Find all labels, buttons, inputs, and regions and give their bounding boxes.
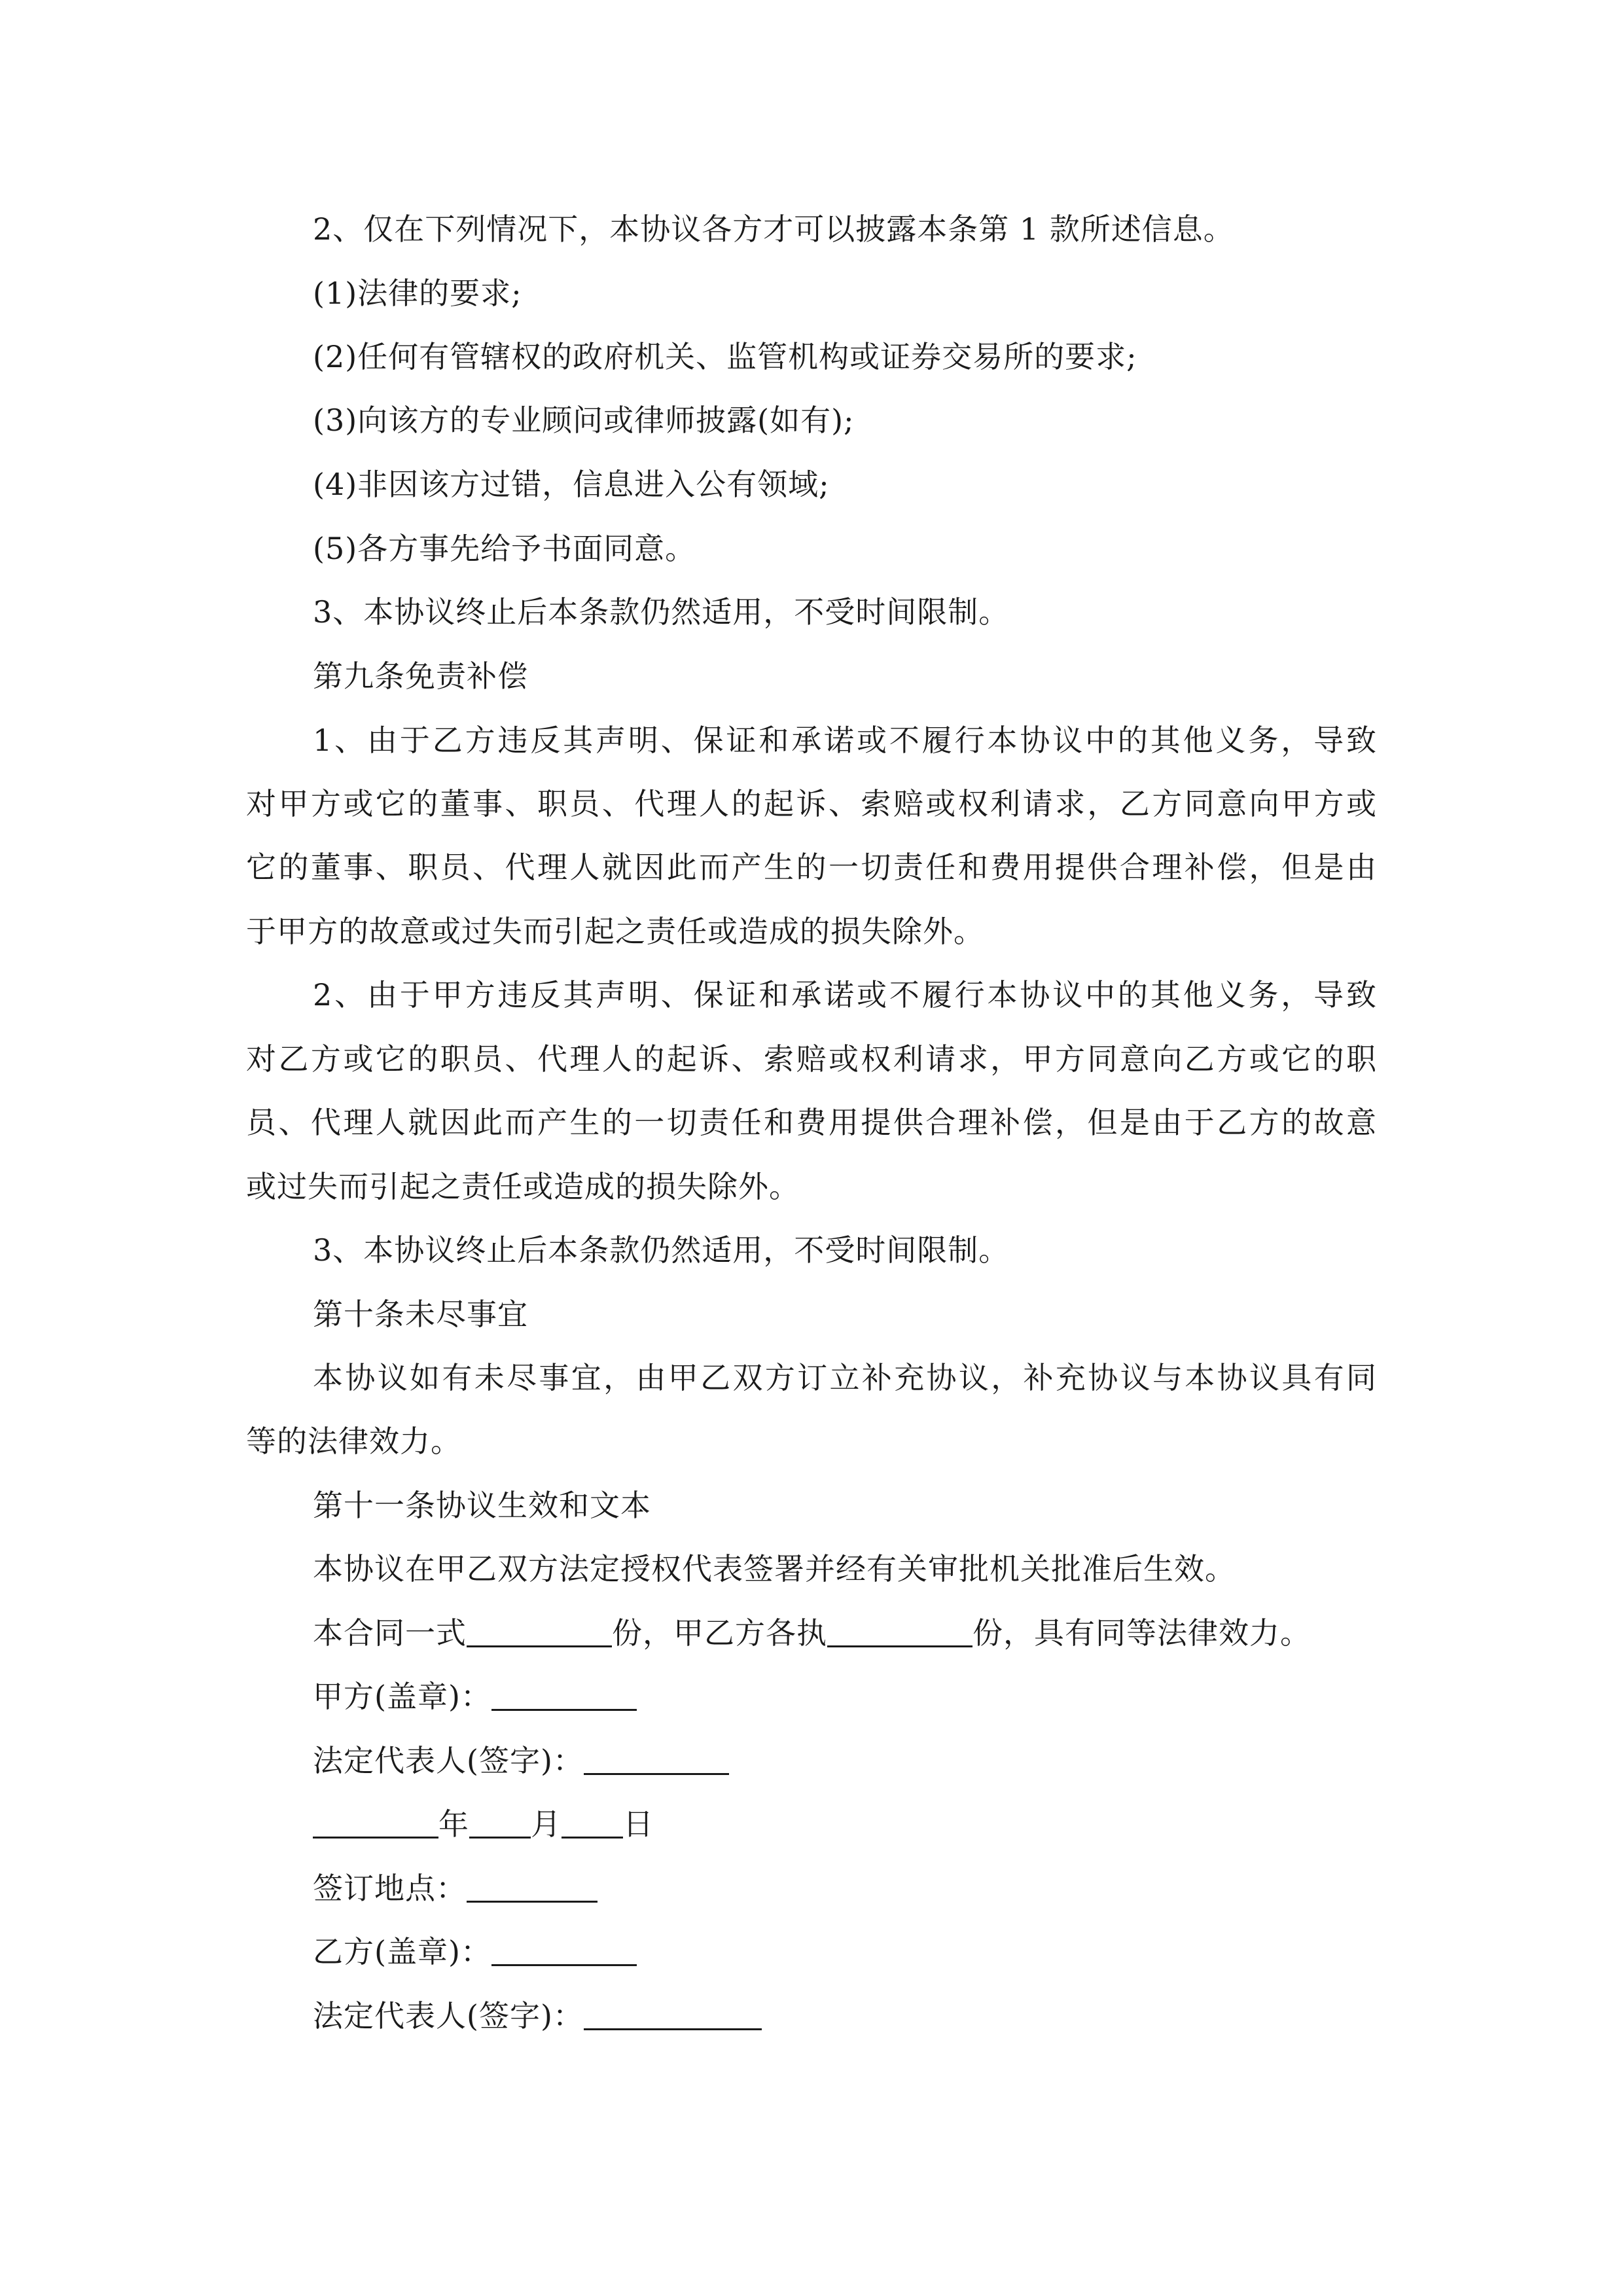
paragraph-line: 1、由于乙方违反其声明、保证和承诺或不履行本协议中的其他义务，导致 [313, 723, 1377, 758]
list-item: (1)法律的要求; [313, 276, 522, 311]
party-a-rep-blank[interactable] [584, 1747, 729, 1775]
party-b-rep-line [313, 1996, 762, 2036]
paragraph-line: 它的董事、职员、代理人就因此而产生的一切责任和费用提供合理补偿，但是由 [246, 850, 1377, 885]
section-heading: 第十条未尽事宜 [313, 1297, 528, 1332]
paragraph-line: 3、本协议终止后本条款仍然适用，不受时间限制。 [313, 1232, 1010, 1268]
copies-total-blank[interactable] [467, 1619, 612, 1647]
party-a-rep-line [313, 1741, 729, 1780]
sign-place-line [313, 1869, 597, 1908]
paragraph-line: 本协议在甲乙双方法定授权代表签署并经有关审批机关批准后生效。 [313, 1551, 1236, 1587]
copies-text-3: 份，具有同等法律效力。 [972, 1615, 1311, 1651]
party-b-seal-label: 乙方(盖章)： [313, 1934, 491, 1969]
year-blank[interactable] [313, 1810, 438, 1839]
section-heading: 第十一条协议生效和文本 [313, 1488, 651, 1523]
list-item: (5)各方事先给予书面同意。 [313, 531, 696, 566]
list-item: (4)非因该方过错，信息进入公有领域; [313, 467, 830, 502]
date-line [313, 1804, 654, 1844]
copies-line [313, 1613, 1311, 1653]
day-blank[interactable] [562, 1810, 623, 1839]
paragraph-line: 对乙方或它的职员、代理人的起诉、索赔或权利请求，甲方同意向乙方或它的职 [246, 1041, 1377, 1077]
list-item: (2)任何有管辖权的政府机关、监管机构或证券交易所的要求; [313, 339, 1137, 374]
party-a-seal-blank[interactable] [491, 1683, 637, 1711]
paragraph-line: 3、本协议终止后本条款仍然适用，不受时间限制。 [313, 594, 1010, 630]
paragraph-line: 对甲方或它的董事、职员、代理人的起诉、索赔或权利请求，乙方同意向甲方或 [246, 786, 1377, 821]
party-b-rep-label: 法定代表人(签字)： [313, 1998, 584, 2034]
section-heading: 第九条免责补偿 [313, 658, 528, 694]
list-item: (3)向该方的专业顾问或律师披露(如有); [313, 403, 855, 438]
paragraph-line: 2、仅在下列情况下，本协议各方才可以披露本条第 1 款所述信息。 [313, 211, 1234, 247]
party-b-seal-blank[interactable] [491, 1938, 637, 1966]
party-a-seal-line [313, 1677, 637, 1716]
paragraph-line: 于甲方的故意或过失而引起之责任或造成的损失除外。 [246, 914, 984, 949]
paragraph-line: 或过失而引起之责任或造成的损失除外。 [246, 1169, 800, 1204]
paragraph-line: 等的法律效力。 [246, 1424, 461, 1459]
copies-text-2: 份，甲乙方各执 [612, 1615, 827, 1651]
paragraph-line: 员、代理人就因此而产生的一切责任和费用提供合理补偿，但是由于乙方的故意 [246, 1105, 1377, 1140]
party-b-seal-line [313, 1932, 637, 1971]
sign-place-label: 签订地点： [313, 1871, 467, 1906]
month-label: 月 [531, 1806, 562, 1842]
sign-place-blank[interactable] [467, 1874, 597, 1903]
copies-each-blank[interactable] [827, 1619, 972, 1647]
party-a-seal-label: 甲方(盖章)： [313, 1679, 491, 1714]
month-blank[interactable] [469, 1810, 531, 1839]
party-a-rep-label: 法定代表人(签字)： [313, 1743, 584, 1778]
paragraph-line: 2、由于甲方违反其声明、保证和承诺或不履行本协议中的其他义务，导致 [313, 977, 1377, 1013]
year-label: 年 [438, 1806, 469, 1842]
copies-text-1: 本合同一式 [313, 1615, 467, 1651]
paragraph-line: 本协议如有未尽事宜，由甲乙双方订立补充协议，补充协议与本协议具有同 [313, 1360, 1377, 1395]
day-label: 日 [623, 1806, 654, 1842]
party-b-rep-blank[interactable] [584, 2002, 762, 2030]
